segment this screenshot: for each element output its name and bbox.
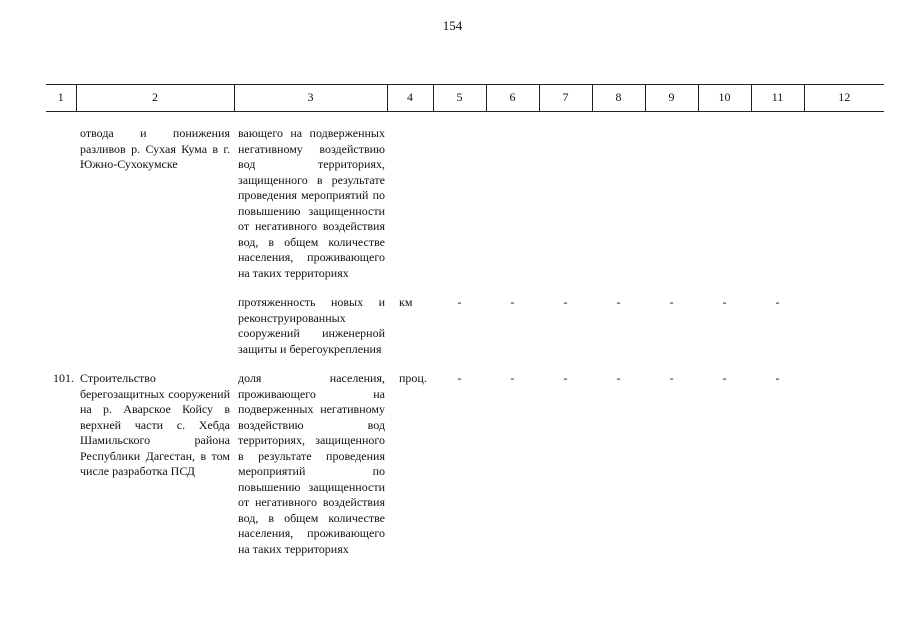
row-number: 101. xyxy=(53,371,74,385)
row-number xyxy=(46,126,76,281)
indicators-table xyxy=(46,84,884,557)
table-row xyxy=(46,295,884,357)
value-cell xyxy=(645,126,698,281)
value-cell: - xyxy=(616,371,621,385)
value-cell xyxy=(804,371,884,557)
column-header: 12 xyxy=(804,85,884,112)
unit: км xyxy=(399,295,413,309)
column-header: 7 xyxy=(539,85,592,112)
value-cell: - xyxy=(563,295,568,309)
value-cell: - xyxy=(510,371,515,385)
table-row xyxy=(46,126,884,281)
value-cell: - xyxy=(616,295,621,309)
value-cell: - xyxy=(775,371,780,385)
value-cell xyxy=(751,126,804,281)
value-cell: - xyxy=(669,371,674,385)
column-header: 1 xyxy=(46,85,76,112)
unit xyxy=(387,126,433,281)
value-cell xyxy=(433,126,486,281)
indicator-name: протяженность новых и реконструированных сооружений инженерной защиты и берегоукрепления xyxy=(238,295,385,356)
column-header: 5 xyxy=(433,85,486,112)
column-header: 9 xyxy=(645,85,698,112)
indicator-name: вающего на подверженных негативному воздействию вод территориях, защищенного в результате проведения мероприятий по повышению защищенности от негативного воздействия вод, в общем количестве населения, проживающего на таких территориях xyxy=(238,126,385,280)
value-cell xyxy=(592,126,645,281)
value-cell xyxy=(804,126,884,281)
value-cell: - xyxy=(722,295,727,309)
value-cell xyxy=(698,126,751,281)
column-header: 8 xyxy=(592,85,645,112)
column-header: 2 xyxy=(76,85,234,112)
value-cell xyxy=(804,295,884,357)
value-cell: - xyxy=(457,295,462,309)
measure-name xyxy=(76,295,234,357)
measure-name: отвода и понижения разливов р. Сухая Кума в г. Южно-Сухокумске xyxy=(80,126,230,171)
value-cell: - xyxy=(457,371,462,385)
value-cell: - xyxy=(775,295,780,309)
value-cell xyxy=(539,126,592,281)
row-number xyxy=(46,295,76,357)
column-header: 10 xyxy=(698,85,751,112)
unit: проц. xyxy=(399,371,427,385)
value-cell: - xyxy=(722,371,727,385)
value-cell: - xyxy=(563,371,568,385)
value-cell: - xyxy=(510,295,515,309)
indicator-name: доля населения, проживающего на подверженных негативному воздействию вод территориях, защищенного в результате проведения мероприятий по повышению защищенности от негативного воздействия вод, в общем количестве населения, проживающего на таких территориях xyxy=(238,371,385,556)
column-header: 4 xyxy=(387,85,433,112)
column-number-header-row xyxy=(46,85,884,112)
measure-name: Строительство берегозащитных сооружений на р. Аварское Койсу в верхней части с. Хебда Шамильского района Республики Дагестан, в том числе разработка ПСД xyxy=(80,371,230,478)
page-number: 154 xyxy=(442,18,463,33)
table-row xyxy=(46,371,884,557)
column-header: 6 xyxy=(486,85,539,112)
value-cell: - xyxy=(669,295,674,309)
value-cell xyxy=(486,126,539,281)
column-header: 3 xyxy=(234,85,387,112)
column-header: 11 xyxy=(751,85,804,112)
